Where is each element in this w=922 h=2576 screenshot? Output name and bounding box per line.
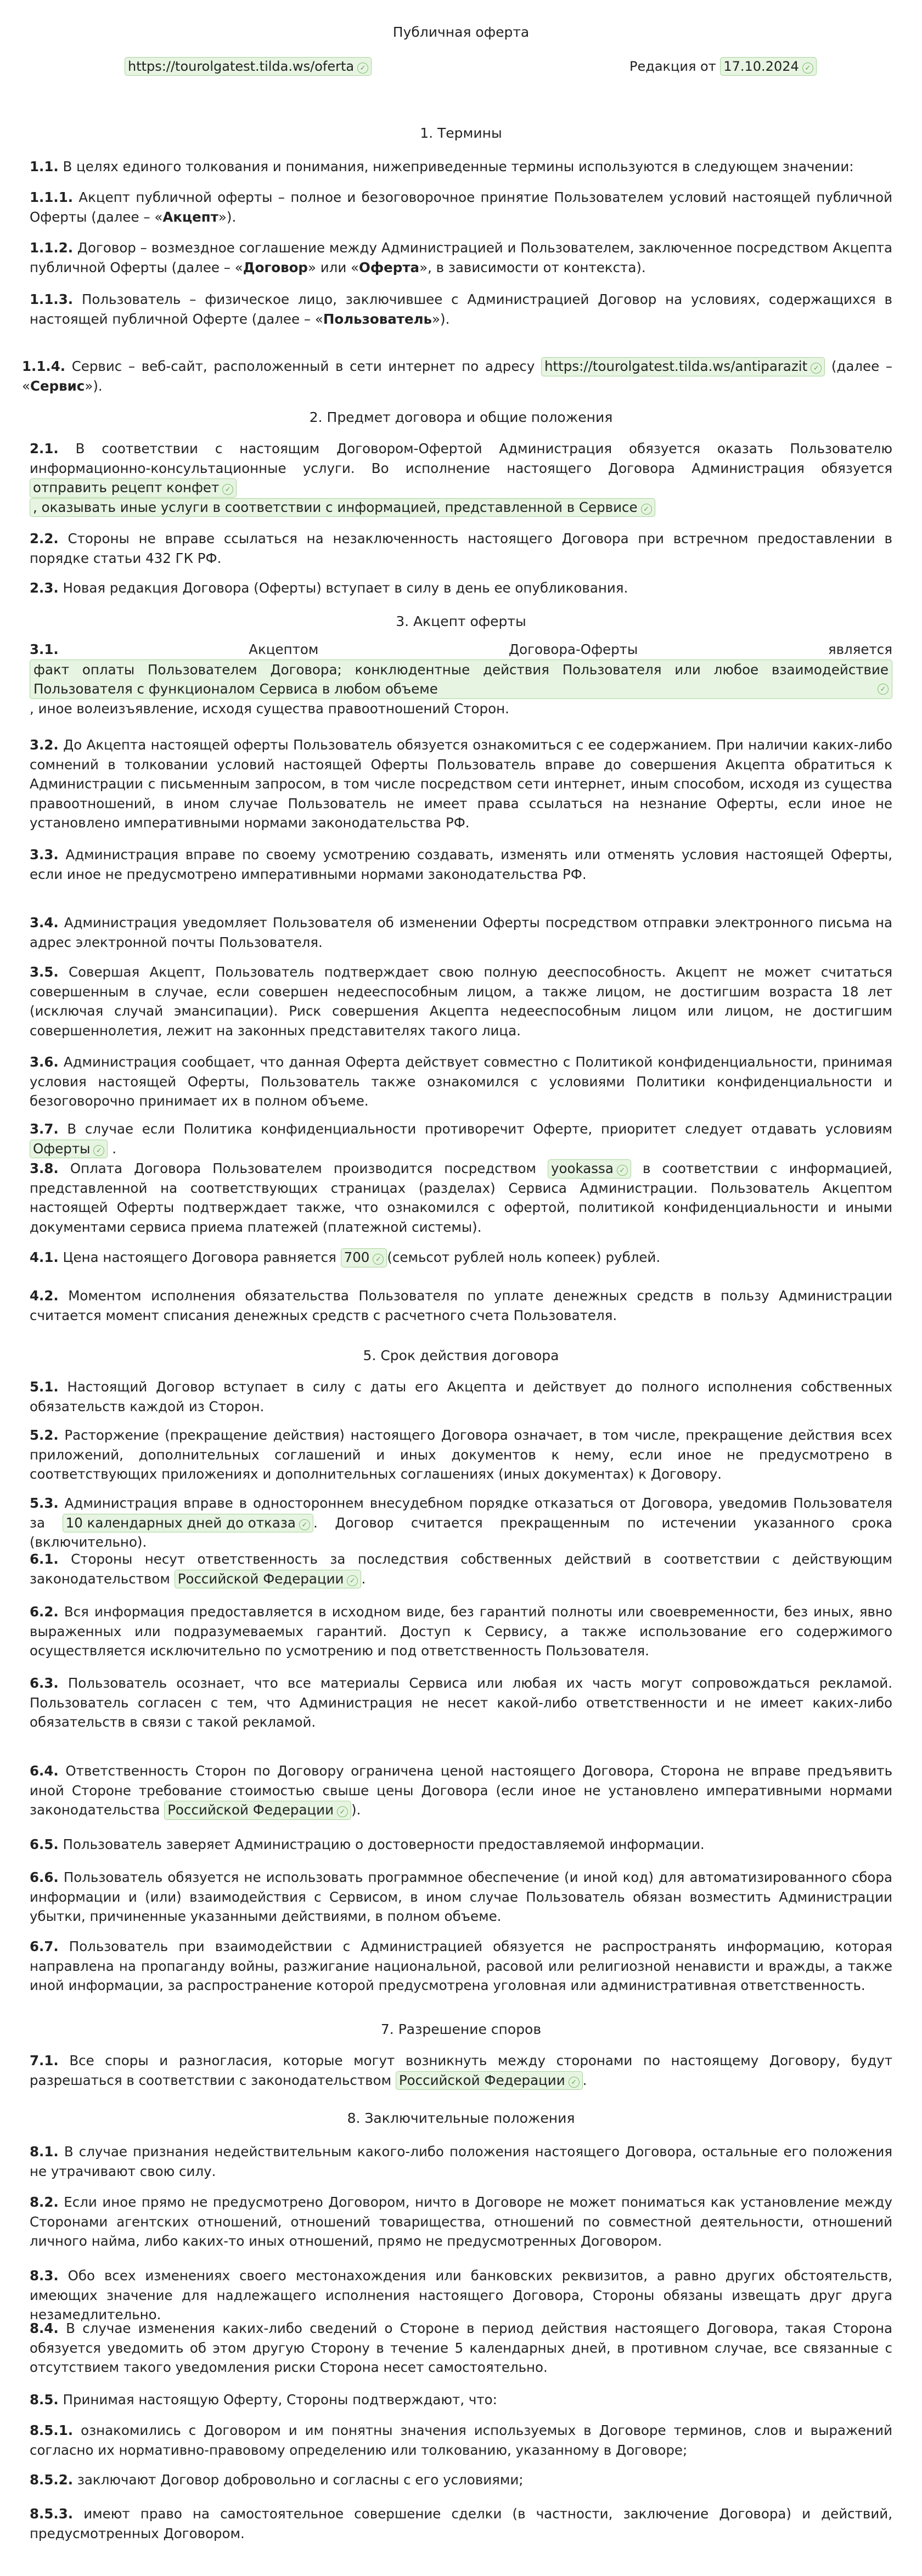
- clause-1-1-1: [30, 188, 892, 227]
- check-icon: ✓: [802, 63, 813, 74]
- clause-6-3: [30, 1673, 892, 1732]
- price-field[interactable]: [341, 1248, 387, 1267]
- clause-number: 6.1.: [30, 1551, 59, 1567]
- clause-8-5-1: [30, 2421, 892, 2460]
- clause-7-1: [30, 2051, 892, 2090]
- service-extra: , оказывать иные услуги в соответствии с информацией, представленной в Сервисе: [33, 499, 638, 515]
- clause-text: Стороны не вправе ссылаться на незаключенность настоящего Договора при встречном предоставлении в порядке статьи 432 ГК РФ.: [30, 531, 892, 566]
- edition-date-field[interactable]: [720, 57, 816, 76]
- clause-number: 3.1.: [30, 641, 59, 657]
- clause-1-1-4: [22, 357, 892, 396]
- section-title-accept: 3. Акцепт оферты: [396, 613, 526, 629]
- clause-text: »).: [85, 377, 103, 394]
- payment-system-field[interactable]: [548, 1159, 631, 1179]
- jurisdiction-field[interactable]: [396, 2071, 583, 2090]
- clause-5-2: [30, 1425, 892, 1484]
- clause-text: », в зависимости от контекста).: [419, 259, 646, 275]
- offer-url: https://tourolgatest.tilda.ws/oferta: [128, 59, 355, 74]
- clause-number: 2.2.: [30, 531, 59, 546]
- header-meta: [30, 57, 892, 81]
- clause-number: 1.1.1.: [30, 189, 74, 205]
- clause-text: , иное волеизъявление, исходя существа правоотношений Сторон.: [30, 700, 509, 717]
- clause-5-3: [30, 1493, 892, 1552]
- check-icon: ✓: [569, 2077, 580, 2088]
- clause-text: Пользователь осознает, что все материалы Сервиса или любая их часть могут сопровождаться рекламой. Пользователь согласен с тем, что Администрация не несет какой-либо ответственности и не имеет каких-либо обязательств в связи с такой рекламой.: [30, 1675, 892, 1730]
- clause-text: Пользователь при взаимодействии с Администрацией обязуется не распространять информацию, которая направлена на пропаганду войны, разжигание национальной, расовой или религиозной ненависти и вражды, а также иной информации, за распространение которой предусмотрена уголовная или административная ответственность.: [30, 1938, 892, 1993]
- price: 700: [344, 1249, 370, 1265]
- check-icon: ✓: [337, 1806, 348, 1817]
- clause-1-1: [30, 157, 892, 177]
- page-title: Публичная оферта: [392, 24, 530, 40]
- clause-8-4: [30, 2319, 892, 2377]
- clause-6-7: [30, 1937, 892, 1996]
- clause-6-1: [30, 1549, 892, 1588]
- clause-text: Расторжение (прекращение действия) настоящего Договора означает, в том числе, прекращение действия всех приложений, дополнительных соглашений и иных документов к нему, если иное не предусмотрено в соответствующих приложениях и дополнительных соглашениях (иных документах) к Договору.: [30, 1427, 892, 1482]
- check-icon: ✓: [299, 1519, 310, 1530]
- check-icon: ✓: [878, 684, 889, 695]
- clause-8-2: [30, 2192, 892, 2251]
- section-title-disputes: 7. Разрешение споров: [380, 2021, 542, 2037]
- jurisdiction-field[interactable]: [164, 1801, 351, 1820]
- jurisdiction: Российской Федерации: [167, 1802, 334, 1818]
- clause-text: В соответствии с настоящим Договором-Офертой Администрация обязуется оказать Пользователю информационно-консультационные услуги. Во исполнение настоящего Договора Администрация обязуется: [30, 441, 892, 476]
- clause-number: 6.5.: [30, 1836, 59, 1852]
- clause-number: 1.1.4.: [22, 358, 66, 374]
- clause-text: Администрация сообщает, что данная Оферта действует совместно с Политикой конфиденциальности, принимая условия настоящей Оферты, Пользователь также ознакомился с условиями Политики конфиденциальности и безоговорочно принимает их в полном объеме.: [30, 1054, 892, 1109]
- clause-number: 6.6.: [30, 1869, 59, 1885]
- clause-number: 8.1.: [30, 2144, 59, 2160]
- clause-text: .: [361, 1570, 366, 1587]
- clause-text: Цена настоящего Договора равняется: [63, 1249, 336, 1265]
- clause-2-1: [30, 439, 892, 517]
- clause-3-1: [30, 640, 892, 718]
- clause-text: Совершая Акцепт, Пользователь подтверждает свою полную дееспособность. Акцепт не может считаться совершенным в случае, если совершен недееспособным лицом, а также лицом, не достигшим возраста 18 лет (исключая случай эмансипации). Риск совершения Акцепта недееспособным лицом или лицом, не достигшим совершеннолетия, лежит на законных представителях такого лица.: [30, 964, 892, 1039]
- clause-text: Настоящий Договор вступает в силу с даты его Акцепта и действует до полного исполнения собственных обязательств каждой из Сторон.: [30, 1379, 892, 1414]
- clause-number: 3.5.: [30, 964, 59, 980]
- clause-text: В целях единого толкования и понимания, нижеприведенные термины используются в следующем значении:: [63, 159, 854, 174]
- clause-text: Пользователь – физическое лицо, заключившее с Администрацией Договор на условиях, содержащихся в настоящей публичной Оферте (далее – «: [30, 291, 892, 327]
- term-contract: Договор: [243, 259, 308, 275]
- section-title-term: 5. Срок действия договора: [363, 1348, 559, 1363]
- notice-period-field[interactable]: [63, 1514, 313, 1533]
- clause-8-1: [30, 2142, 892, 2181]
- term-service: Сервис: [30, 377, 85, 394]
- clause-number: 3.4.: [30, 915, 59, 931]
- clause-3-6: [30, 1052, 892, 1111]
- clause-text: Моментом исполнения обязательства Пользователя по уплате денежных средств в пользу Администрации считается момент списания денежных средств с расчетного счета Пользователя.: [30, 1288, 893, 1323]
- clause-text: Оплата Договора Пользователем производится посредством: [70, 1160, 536, 1176]
- clause-number: 2.1.: [30, 441, 59, 456]
- clause-text: Все споры и разногласия, которые могут возникнуть между сторонами по настоящему Договору, будут разрешаться в соответствии с законодательством: [30, 2053, 892, 2088]
- clause-text: Обо всех изменениях своего местонахождения или банковских реквизитов, а равно других обстоятельств, имеющих значение для надлежащего исполнения настоящего Договора, Стороны обязаны извещать друг друга незамедлительно.: [30, 2268, 892, 2323]
- service-item: отправить рецепт конфет: [33, 480, 220, 495]
- clause-text: Акцепт публичной оферты – полное и безоговорочное принятие Пользователем условий настоящей публичной Оферты (далее – «: [30, 189, 892, 225]
- jurisdiction-field[interactable]: [175, 1570, 362, 1589]
- edition-label: Редакция от: [629, 59, 716, 74]
- clause-text: ознакомились с Договором и им понятны значения используемых в Договоре терминов, слов и выражений согласно их нормативно-правовому определению или толкованию, указанному в Договоре;: [30, 2422, 892, 2458]
- clause-text: Новая редакция Договора (Оферты) вступает в силу в день ее опубликования.: [63, 580, 628, 596]
- clause-text: в соответствии с информацией, представленной на соответствующих страницах (разделах) Сервиса Администрации. Пользователь Акцептом настоящей Оферты подтверждает также, что ознакомился с офертой, политикой конфиденциальности и иными документами сервиса приема платежей (платежной системы).: [30, 1160, 892, 1235]
- clause-number: 4.2.: [30, 1288, 59, 1304]
- check-icon: ✓: [373, 1254, 384, 1265]
- word: является: [828, 641, 892, 657]
- clause-6-5: [30, 1835, 892, 1855]
- clause-text: Принимая настоящую Оферту, Стороны подтверждают, что:: [63, 2392, 497, 2408]
- clause-number: 8.3.: [30, 2268, 59, 2284]
- clause-number: 6.4.: [30, 1763, 59, 1779]
- clause-text: »).: [432, 311, 450, 327]
- clause-number: 7.1.: [30, 2053, 59, 2068]
- service-url: https://tourolgatest.tilda.ws/antiparazit: [544, 358, 808, 374]
- service-url-field[interactable]: [541, 357, 825, 376]
- clause-3-3: [30, 845, 892, 884]
- clause-5-1: [30, 1377, 892, 1416]
- clause-number: 5.2.: [30, 1427, 59, 1443]
- clause-number: 5.3.: [30, 1495, 59, 1511]
- clause-number: 6.7.: [30, 1938, 59, 1954]
- clause-text: заключают Договор добровольно и согласны с его условиями;: [77, 2472, 524, 2488]
- clause-number: 1.1.: [30, 159, 59, 174]
- clause-8-5-2: [30, 2470, 892, 2490]
- clause-text: Администрация уведомляет Пользователя об изменении Оферты посредством отправки электронного письма на адрес электронной почты Пользователя.: [30, 915, 892, 950]
- clause-1-1-2: [30, 238, 892, 277]
- clause-number: 8.5.: [30, 2392, 59, 2408]
- clause-text: До Акцепта настоящей оферты Пользователь обязуется ознакомиться с ее содержанием. При наличии каких-либо сомнений в толковании условий настоящей Оферты Пользователь вправе до совершения Акцепта обратиться к Администрации с письменным запросом, в том числе посредством сети интернет, иным способом, исходя из существа правоотношений, в ином случае Пользователь не имеет права ссылаться на незнание Оферты, если иное не установлено императивными нормами законодательства РФ.: [30, 737, 893, 831]
- clause-6-6: [30, 1868, 892, 1926]
- clause-2-2: [30, 529, 892, 568]
- edition: [629, 57, 817, 76]
- check-icon: ✓: [93, 1145, 104, 1156]
- clause-4-1: [30, 1248, 892, 1267]
- clause-number: 8.5.1.: [30, 2422, 74, 2438]
- edition-date: 17.10.2024: [723, 59, 799, 74]
- clause-text: Администрация вправе по своему усмотрению создавать, изменять или отменять условия настоящей Оферты, если иное не предусмотрено императивными нормами законодательства РФ.: [30, 847, 892, 882]
- jurisdiction: Российской Федерации: [398, 2072, 565, 2088]
- clause-3-5: [30, 962, 892, 1040]
- priority-document-field[interactable]: [30, 1140, 108, 1159]
- clause-text: Сервис – веб-сайт, расположенный в сети интернет по адресу: [71, 358, 535, 374]
- clause-text: В случае изменения каких-либо сведений о Стороне в период действия настоящего Договора, такая Сторона обязуется уведомить об этом другую Сторону в течение 5 календарных дней, в противном случае, все связанные с отсутствием такого уведомления риски Сторона несет самостоятельно.: [30, 2320, 892, 2375]
- clause-number: 3.6.: [30, 1054, 59, 1070]
- section-title-terms: 1. Термины: [420, 125, 502, 141]
- term-user: Пользователь: [323, 311, 432, 327]
- clause-number: 1.1.2.: [30, 240, 74, 256]
- accept-conditions-field[interactable]: [30, 659, 892, 699]
- clause-number: 3.7.: [30, 1121, 59, 1137]
- clause-text: ).: [351, 1802, 361, 1818]
- clause-number: 3.3.: [30, 847, 59, 863]
- clause-number: 6.3.: [30, 1675, 59, 1691]
- notice-period: 10 календарных дней до отказа: [65, 1514, 296, 1531]
- clause-text: Ответственность Сторон по Договору ограничена ценой настоящего Договора, Сторона не вправе предъявить иной Стороне требование стоимостью свыше цены Договора (если иное не установлено императивными нормами законодательства: [30, 1763, 893, 1818]
- clause-number: 1.1.3.: [30, 291, 74, 307]
- clause-text: Стороны несут ответственность за последствия собственных действий в соответствии с действующим законодательством: [30, 1551, 892, 1587]
- clause-number: 8.2.: [30, 2194, 59, 2210]
- clause-number: 4.1.: [30, 1249, 59, 1265]
- clause-text: (далее – «: [22, 358, 893, 394]
- clause-text: (семьсот рублей ноль копеек) рублей.: [387, 1249, 661, 1265]
- clause-number: 5.1.: [30, 1379, 59, 1395]
- clause-text: Пользователь заверяет Администрацию о достоверности предоставляемой информации.: [63, 1836, 705, 1852]
- clause-8-5-3: [30, 2504, 892, 2543]
- check-icon: ✓: [811, 363, 822, 374]
- payment-system: yookassa: [551, 1160, 614, 1176]
- clause-text: В случае если Политика конфиденциальности противоречит Оферте, приоритет следует отдавать условиям: [67, 1121, 892, 1137]
- term-offer: Оферта: [359, 259, 420, 275]
- clause-text: .: [582, 2072, 587, 2088]
- accept-conditions: факт оплаты Пользователем Договора; конклюдентные действия Пользователя или любое взаимодействие Пользователя с функционалом Сервиса в любом объеме: [33, 661, 889, 697]
- clause-text: В случае признания недействительным какого-либо положения настоящего Договора, остальные его положения не утрачивают свою силу.: [30, 2144, 892, 2179]
- clause-text: имеют право на самостоятельное совершение сделки (в частности, заключение Договора) и действий, предусмотренных Договором.: [30, 2506, 892, 2541]
- clause-text: Пользователь обязуется не использовать программное обеспечение (и иной код) для автоматизированного сбора информации и (или) взаимодействия с Сервисом, в ином случае Пользователь обязан возместить Администрации убытки, причиненные указанными действиями, в полном объеме.: [30, 1869, 892, 1924]
- clause-3-7: [30, 1119, 892, 1158]
- service-extra-field[interactable]: [30, 498, 655, 517]
- clause-text: Администрация вправе в одностороннем внесудебном порядке отказаться от Договора, уведомив Пользователя за: [30, 1495, 892, 1531]
- clause-8-5: [30, 2390, 892, 2410]
- clause-number: 6.2.: [30, 1604, 59, 1620]
- clause-8-3: [30, 2266, 892, 2325]
- clause-number: 3.2.: [30, 737, 59, 753]
- check-icon: ✓: [222, 484, 233, 495]
- clause-3-4: [30, 913, 892, 952]
- clause-4-2: [30, 1286, 892, 1325]
- clause-text: .: [112, 1140, 117, 1157]
- check-icon: ✓: [357, 63, 368, 74]
- clause-number: 8.5.2.: [30, 2472, 74, 2488]
- check-icon: ✓: [347, 1575, 358, 1586]
- clause-text: Если иное прямо не предусмотрено Договором, ничто в Договоре не может пониматься как установление между Сторонами агентских отношений, отношений товарищества, отношений по совместной деятельности, отношений личного найма, либо каких-то иных отношений, прямо не предусмотренных Договором.: [30, 2194, 892, 2249]
- word: Договора-Оферты: [508, 641, 638, 657]
- clause-6-4: [30, 1761, 892, 1820]
- clause-2-3: [30, 578, 892, 598]
- clause-3-8: [30, 1159, 892, 1237]
- check-icon: ✓: [617, 1165, 628, 1176]
- clause-text: »).: [218, 208, 237, 225]
- clause-number: 8.5.3.: [30, 2506, 74, 2522]
- clause-number: 3.8.: [30, 1160, 59, 1176]
- priority-document: Оферты: [33, 1140, 91, 1157]
- clause-1-1-3: [30, 290, 892, 329]
- section-title-final: 8. Заключительные положения: [347, 2110, 575, 2126]
- service-item-field[interactable]: [30, 478, 237, 498]
- clause-text: Вся информация предоставляется в исходном виде, без гарантий полноты или своевременности, без иных, явно выраженных или подразумеваемых гарантий. Доступ к Сервису, а также использование его содержимого осуществляется исключительно по усмотрению и под ответственность Пользователя.: [30, 1604, 892, 1659]
- clause-text: Договор – возмездное соглашение между Администрацией и Пользователем, заключенное посредством Акцепта публичной Оферты (далее – «: [30, 240, 893, 275]
- clause-3-2: [30, 735, 892, 833]
- clause-6-2: [30, 1602, 892, 1661]
- section-title-subject: 2. Предмет договора и общие положения: [309, 409, 613, 425]
- clause-3-1-first-line: [30, 640, 892, 659]
- term-accept: Акцепт: [162, 208, 218, 225]
- offer-url-field[interactable]: [125, 57, 372, 76]
- word: Акцептом: [249, 641, 319, 657]
- clause-text: . Договор считается прекращенным по истечении указанного срока (включительно).: [30, 1514, 892, 1551]
- jurisdiction: Российской Федерации: [177, 1570, 344, 1587]
- check-icon: ✓: [641, 504, 652, 515]
- clause-number: 2.3.: [30, 580, 59, 596]
- clause-number: 8.4.: [30, 2320, 59, 2336]
- clause-text: » или «: [307, 259, 359, 275]
